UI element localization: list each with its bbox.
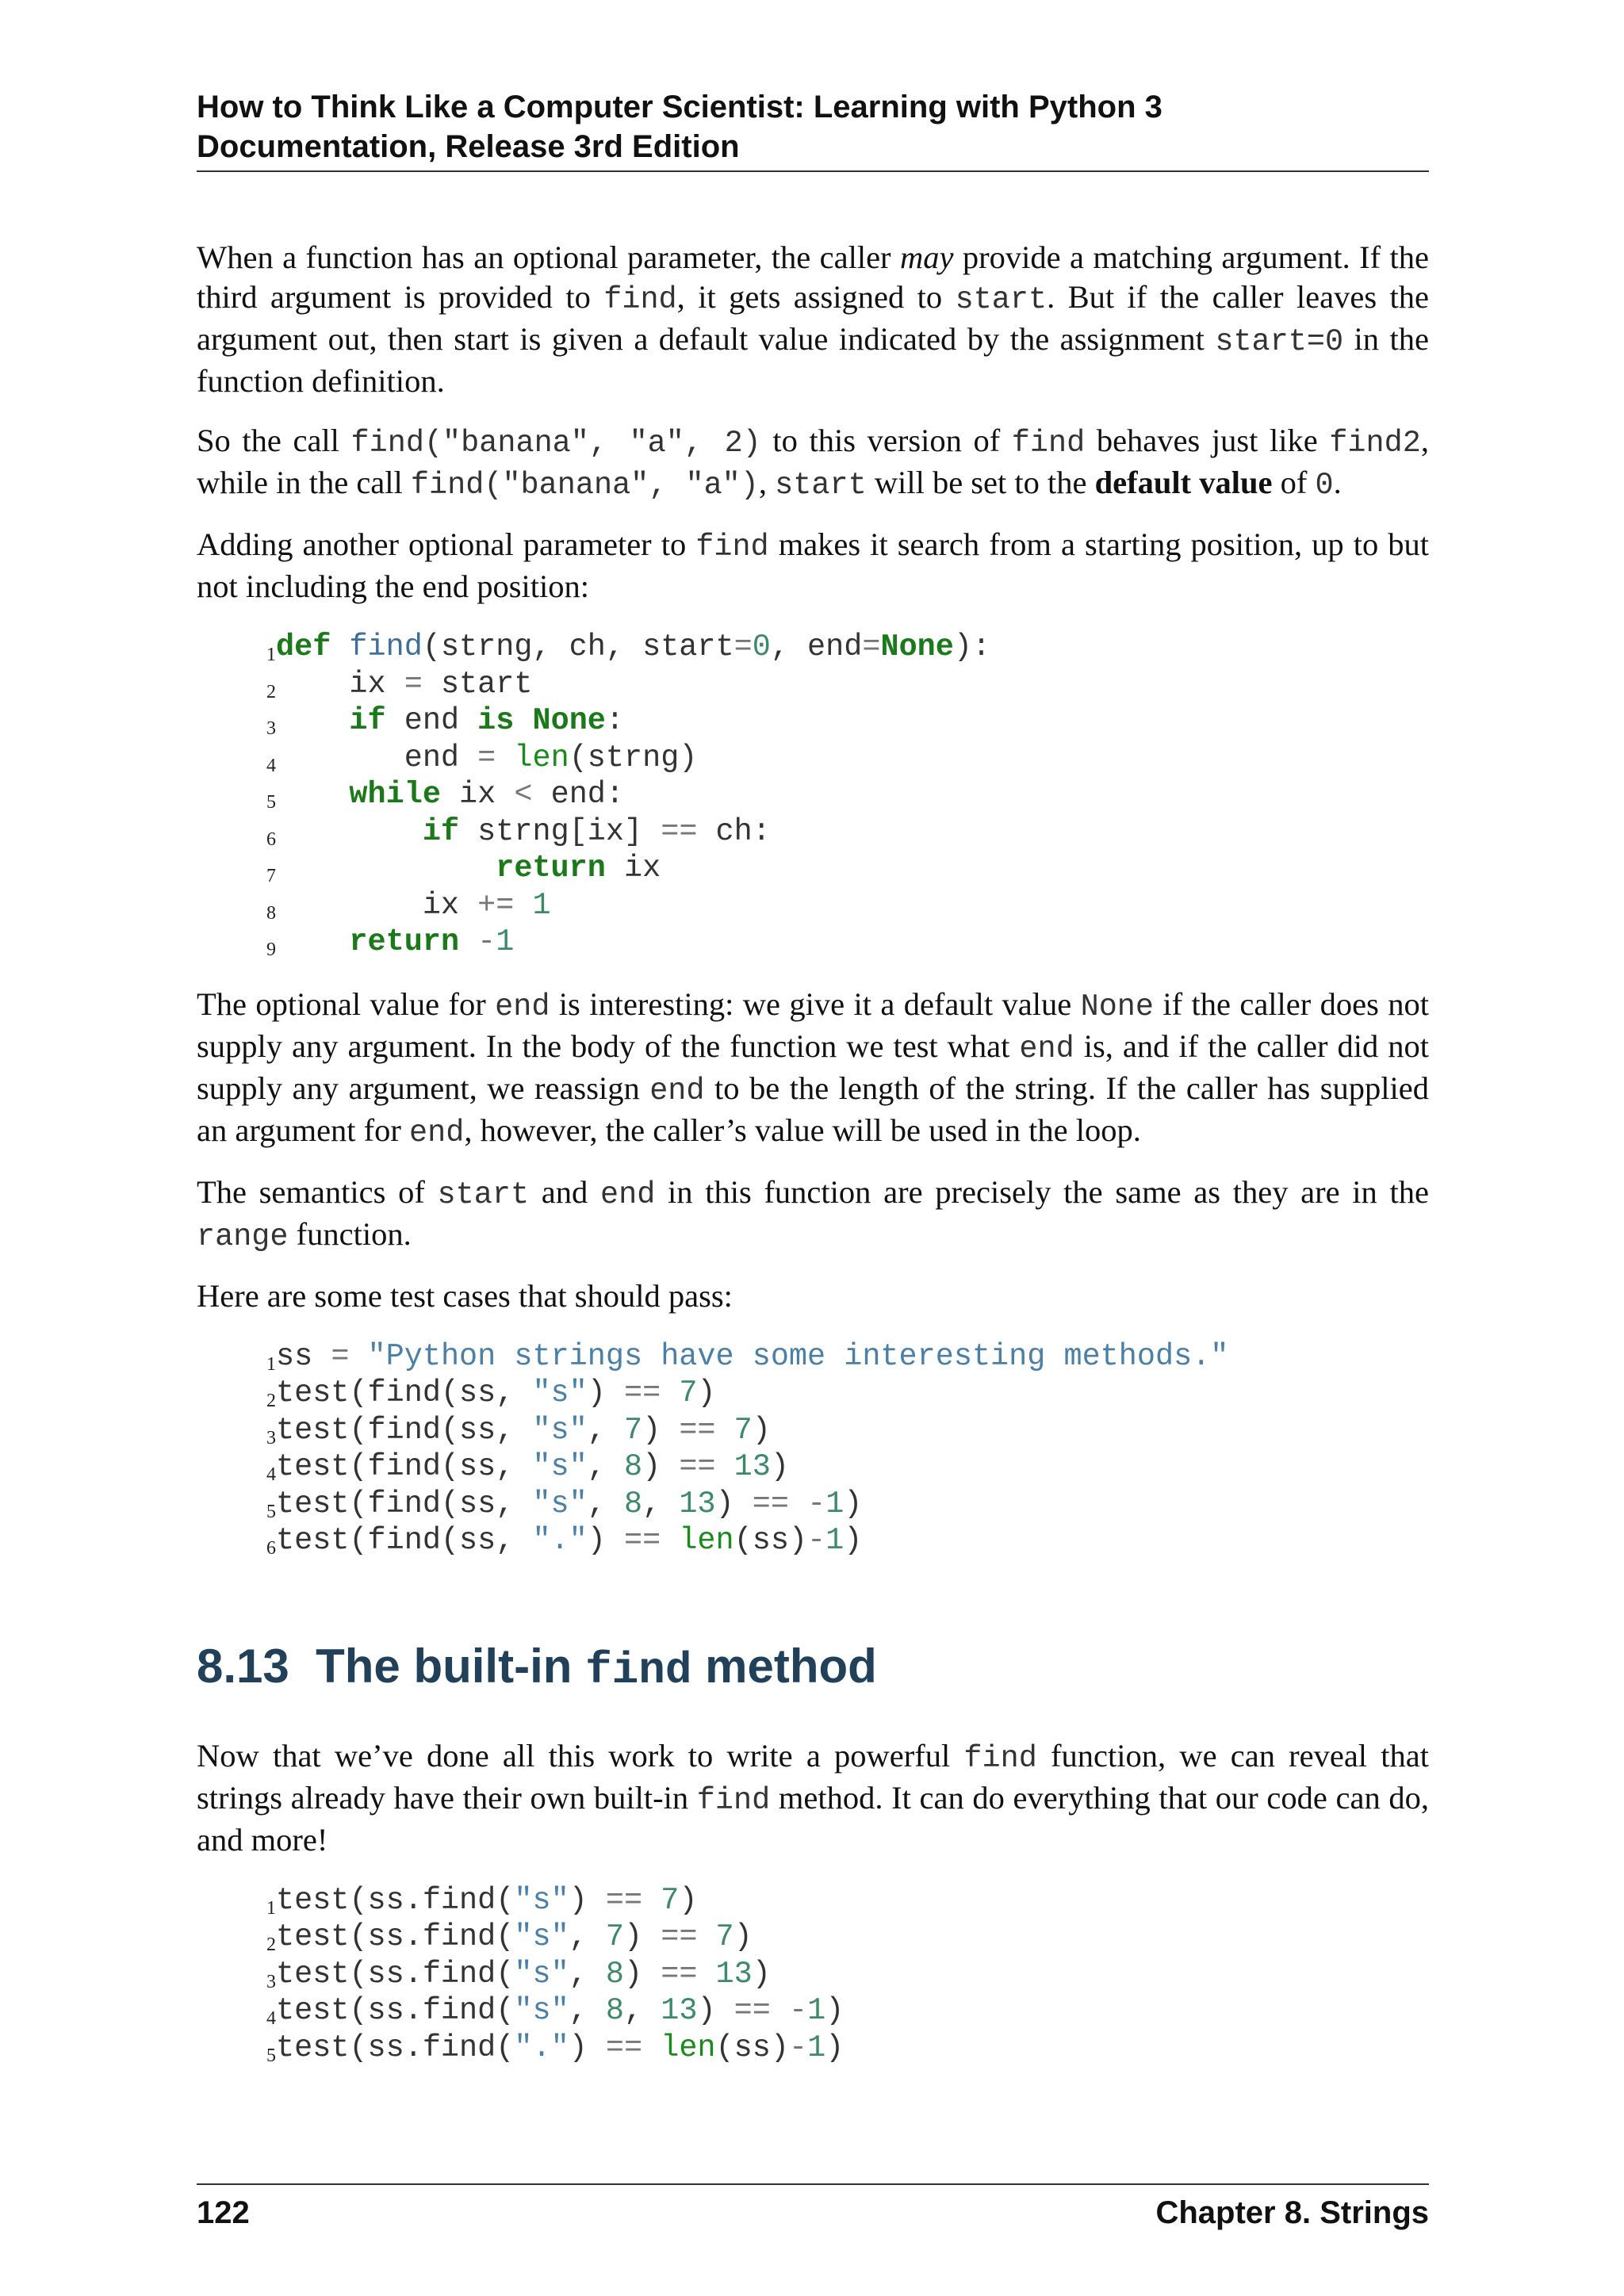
code-line: 6 test(find(ss, ".") == len(ss)-1)	[266, 1523, 863, 1559]
code-line: 2 test(ss.find("s", 7) == 7)	[266, 1919, 753, 1955]
code-line: 3 test(find(ss, "s", 7) == 7)	[266, 1412, 771, 1448]
code-line: 4 test(ss.find("s", 8, 13) == -1)	[266, 1993, 845, 2029]
paragraph-builtin-find: Now that we’ve done all this work to write a powerful find function, we can reveal that strings already have their own built-in find method. It can do everything that our code can do, and more!	[197, 1737, 1429, 1858]
header-rule	[197, 170, 1429, 172]
code-line: 2 ix = start	[266, 666, 533, 702]
code-block-builtin-tests	[197, 1882, 1429, 2067]
running-header	[197, 87, 1429, 166]
code-block-find-function	[197, 629, 1429, 961]
section-heading: 8.13 The built-in find method	[197, 1639, 877, 1696]
main-content	[197, 238, 1429, 2066]
paragraph-end-explanation: The optional value for end is interesting: we give it a default value None if the caller does not supply any argument. In the body of the function we test what end is, and if the caller did not supply any argument, we reassign end to be the length of the string. If the caller has supplied an argument for end, however, the caller’s value will be used in the loop.	[197, 985, 1430, 1150]
code-line: 5 while ix < end:	[266, 777, 625, 813]
paragraph-semantics: The semantics of start and end in this function are precisely the same as they are in the range function.	[197, 1173, 1429, 1254]
code-line: 7 return ix	[266, 851, 661, 886]
header-title-line-2: Documentation, Release 3rd Edition	[197, 129, 740, 164]
code-line: 6 if strng[ix] == ch:	[266, 813, 771, 850]
code-line: 5 test(find(ss, "s", 8, 13) == -1)	[266, 1486, 863, 1522]
code-line: 1 ss = "Python strings have some interesting methods."	[266, 1338, 1229, 1375]
header-title-line-1: How to Think Like a Computer Scientist: Learning with Python 3	[197, 90, 1162, 124]
page-number: 122	[197, 2195, 250, 2230]
chapter-title: Chapter 8. Strings	[1155, 2195, 1429, 2230]
code-line: 5 test(ss.find(".") == len(ss)-1)	[266, 2030, 845, 2066]
code-line: 9 return -1	[266, 924, 515, 960]
code-line: 1 def find(strng, ch, start=0, end=None):	[266, 629, 991, 665]
code-line: 8 ix += 1	[266, 887, 551, 924]
paragraph-end-parameter: Adding another optional parameter to find makes it search from a starting position, up to but not including the end position:	[197, 526, 1429, 604]
footer-rule	[197, 2183, 1429, 2185]
running-footer	[197, 2193, 1429, 2233]
paragraph-call-example: So the call find("banana", "a", 2) to this version of find behaves just like find2, while in the call find("banana", "a"), start will be set to the default value of 0.	[197, 423, 1429, 503]
paragraph-optional-parameter: When a function has an optional parameter, the caller may provide a matching argument. If the third argument is provided to find, it gets assigned to start. But if the caller leaves the argument out, then start is given a default value indicated by the assignment start=0 in the function definition.	[197, 239, 1430, 399]
code-line: 1 test(ss.find("s") == 7)	[266, 1882, 698, 1919]
section-number: 8.13	[197, 1639, 289, 1693]
code-line: 4 test(find(ss, "s", 8) == 13)	[266, 1449, 789, 1485]
paragraph-test-cases-intro: Here are some test cases that should pass:	[197, 1277, 733, 1314]
code-line: 2 test(find(ss, "s") == 7)	[266, 1376, 716, 1411]
code-line: 3 test(ss.find("s", 8) == 13)	[266, 1956, 771, 1992]
code-line: 3 if end is None:	[266, 703, 625, 739]
code-line: 4 end = len(strng)	[266, 740, 698, 776]
code-block-test-cases	[197, 1338, 1429, 1559]
